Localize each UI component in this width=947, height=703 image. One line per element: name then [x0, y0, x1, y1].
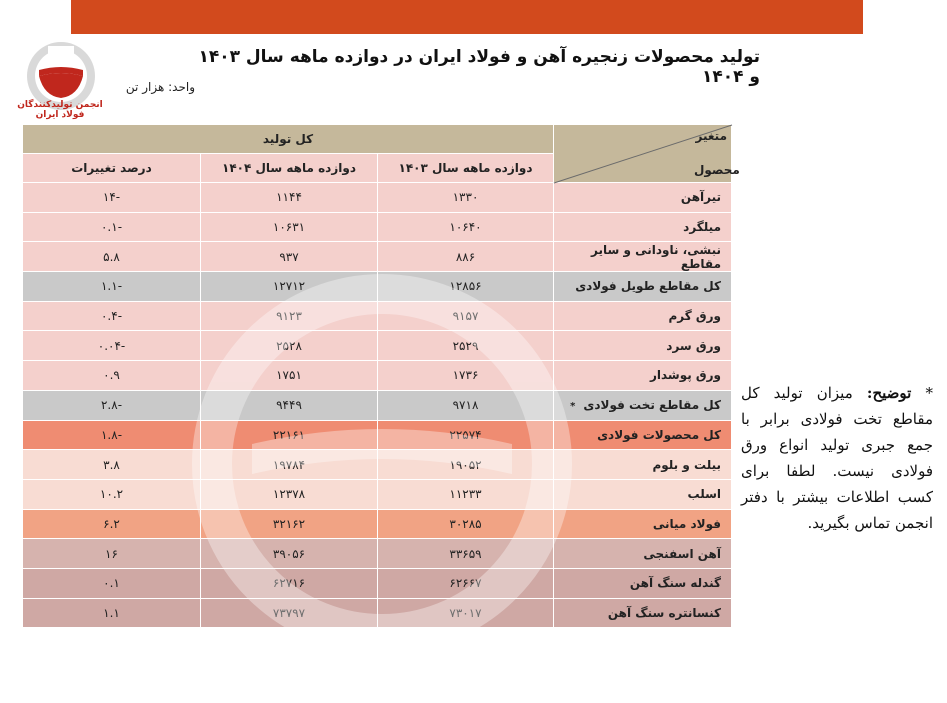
cell-change: -۰.۱	[23, 212, 201, 242]
cell-1404: ۱۹۷۸۴	[201, 450, 378, 480]
column-header-1403: دوازده ماهه سال ۱۴۰۳	[378, 154, 554, 183]
table-body	[23, 183, 732, 628]
cell-product-name	[554, 212, 732, 242]
product-name: کل محصولات فولادی	[597, 427, 721, 442]
cell-product-name	[554, 509, 732, 539]
product-name: ورق گرم	[668, 309, 721, 324]
table-row	[23, 301, 732, 331]
cell-1404: ۱۷۵۱	[201, 361, 378, 391]
product-name: آهن اسفنجی	[643, 546, 721, 561]
cell-1403: ۱۱۲۳۳	[378, 479, 554, 509]
cell-change: ۳.۸	[23, 450, 201, 480]
cell-1403: ۳۳۶۵۹	[378, 539, 554, 569]
production-table	[22, 124, 740, 628]
unit-label: واحد: هزار تن	[125, 80, 195, 94]
column-header-change: درصد تغییرات	[23, 154, 201, 183]
cell-1404: ۱۱۴۴	[201, 183, 378, 213]
cell-change: -۱.۸	[23, 420, 201, 450]
page-title: تولید محصولات زنجیره آهن و فولاد ایران در دوازده ماهه سال ۱۴۰۳ و ۱۴۰۴	[198, 47, 760, 87]
cell-1404: ۹۳۷	[201, 242, 378, 272]
table-row	[23, 212, 732, 242]
row-star-marker: *	[570, 401, 576, 413]
cell-1404: ۹۱۲۳	[201, 301, 378, 331]
cell-1403: ۱۲۸۵۶	[378, 272, 554, 302]
cell-product-name	[554, 598, 732, 628]
cell-product-name	[554, 420, 732, 450]
table-row	[23, 390, 732, 420]
note-text: میزان تولید کل مقاطع تخت فولادی برابر با جمع جبری تولید انواع ورق فولادی نیست. لطفا برای کسب اطلاعات بیشتر با دفتر انجمن تماس بگیرید.	[741, 384, 933, 532]
cell-1404: ۶۲۷۱۶	[201, 568, 378, 598]
product-name: تیرآهن	[680, 190, 721, 205]
product-name: کل مقاطع طویل فولادی	[575, 279, 721, 294]
cell-1403: ۷۳۰۱۷	[378, 598, 554, 628]
cell-change: -۰.۰۴	[23, 331, 201, 361]
cell-change: -۰.۴	[23, 301, 201, 331]
top-accent-bar	[71, 0, 863, 34]
cell-product-name	[554, 539, 732, 569]
table-row	[23, 242, 732, 272]
production-table-container	[22, 124, 740, 637]
cell-product-name	[554, 183, 732, 213]
table-row	[23, 598, 732, 628]
cell-change: ۱۰.۲	[23, 479, 201, 509]
cell-1404: ۳۹۰۵۶	[201, 539, 378, 569]
cell-1403: ۹۱۵۷	[378, 301, 554, 331]
cell-product-name	[554, 450, 732, 480]
table-row	[23, 450, 732, 480]
cell-product-name	[554, 390, 732, 420]
cell-product-name	[554, 272, 732, 302]
table-row	[23, 420, 732, 450]
cell-1403: ۲۵۲۹	[378, 331, 554, 361]
cell-product-name	[554, 331, 732, 361]
table-row	[23, 539, 732, 569]
cell-1403: ۱۹۰۵۲	[378, 450, 554, 480]
cell-1403: ۸۸۶	[378, 242, 554, 272]
table-row	[23, 183, 732, 213]
cell-product-name	[554, 479, 732, 509]
cell-product-name	[554, 568, 732, 598]
table-row	[23, 331, 732, 361]
cell-change: ۰.۹	[23, 361, 201, 391]
corner-label-variable: متغیر	[695, 129, 727, 143]
product-name: کل مقاطع تخت فولادی	[583, 398, 721, 413]
product-name: ورق پوشدار	[649, 368, 721, 383]
corner-header	[554, 125, 740, 183]
product-name: بیلت و بلوم	[652, 457, 721, 472]
cell-change: ۱.۱	[23, 598, 201, 628]
cell-1403: ۱۷۳۶	[378, 361, 554, 391]
explanation-note	[741, 380, 933, 536]
cell-change: -۲.۸	[23, 390, 201, 420]
product-name: اسلب	[687, 487, 721, 502]
cell-change: ۱۶	[23, 539, 201, 569]
cell-1404: ۱۰۶۳۱	[201, 212, 378, 242]
cell-change: ۵.۸	[23, 242, 201, 272]
cell-product-name	[554, 242, 732, 272]
cell-1404: ۱۲۳۷۸	[201, 479, 378, 509]
cell-1403: ۶۲۶۶۷	[378, 568, 554, 598]
group-header-total-production: کل تولید	[23, 125, 554, 154]
cell-1403: ۱۰۶۴۰	[378, 212, 554, 242]
cell-1404: ۱۲۷۱۲	[201, 272, 378, 302]
product-name: نبشی، ناودانی و سایر مقاطع	[591, 242, 721, 271]
product-name: میلگرد	[683, 220, 721, 235]
cell-1404: ۲۲۱۶۱	[201, 420, 378, 450]
product-name: فولاد میانی	[652, 516, 721, 531]
cell-1404: ۹۴۴۹	[201, 390, 378, 420]
cell-change: -۱.۱	[23, 272, 201, 302]
table-row	[23, 479, 732, 509]
cell-1403: ۳۰۲۸۵	[378, 509, 554, 539]
cell-1403: ۹۷۱۸	[378, 390, 554, 420]
table-row	[23, 568, 732, 598]
product-name: ورق سرد	[666, 338, 721, 353]
table-row	[23, 361, 732, 391]
cell-1404: ۷۳۷۹۷	[201, 598, 378, 628]
cell-1403: ۱۳۳۰	[378, 183, 554, 213]
corner-label-product: محصول	[694, 163, 740, 177]
cell-change: ۶.۲	[23, 509, 201, 539]
product-name: کنسانتره سنگ آهن	[607, 605, 721, 620]
note-star: *	[925, 384, 933, 402]
logo-caption: انجمن تولیدکنندگان فولاد ایران	[17, 100, 103, 120]
cell-product-name	[554, 361, 732, 391]
table-row	[23, 509, 732, 539]
cell-change: ۰.۱	[23, 568, 201, 598]
cell-1404: ۳۲۱۶۲	[201, 509, 378, 539]
cell-change: -۱۴	[23, 183, 201, 213]
cell-product-name	[554, 301, 732, 331]
table-row	[23, 272, 732, 302]
product-name: گندله سنگ آهن	[629, 576, 721, 591]
cell-1403: ۲۲۵۷۴	[378, 420, 554, 450]
cell-1404: ۲۵۲۸	[201, 331, 378, 361]
column-header-1404: دوازده ماهه سال ۱۴۰۴	[201, 154, 378, 183]
note-label: توضیح:	[866, 384, 912, 402]
